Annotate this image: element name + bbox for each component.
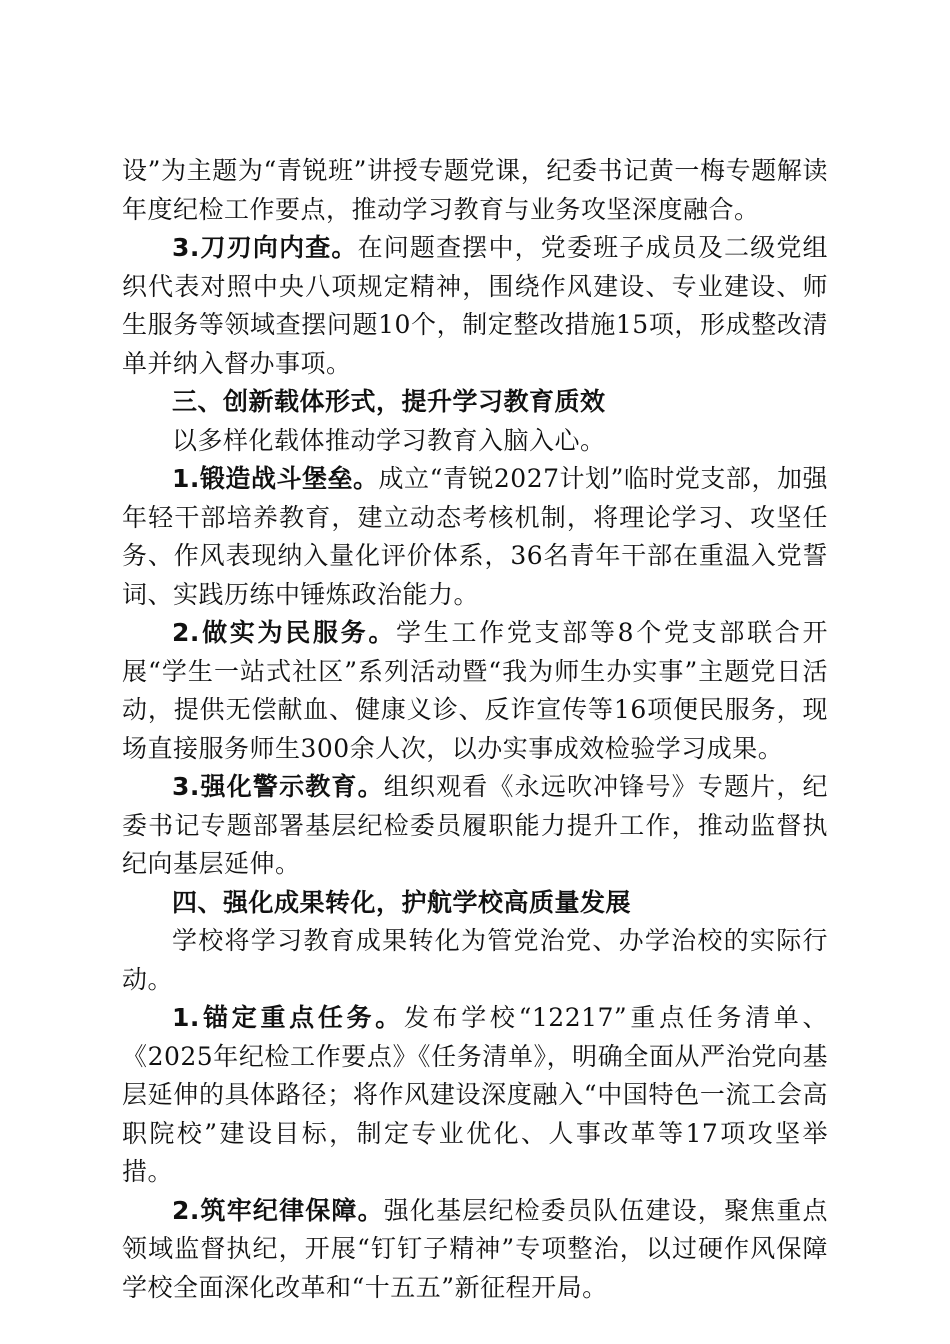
paragraph-text: 发布学校“12217”重点任务清单、《2025年纪检工作要点》《任务清单》，明确全面从严治党向基层延伸的具体路径；将作风建设深度融入“中国特色一流工会高职院校”建设目标，制定专业优化、人事改革等17项攻坚举措。 xyxy=(122,1003,828,1186)
paragraph-continuation xyxy=(122,152,828,229)
paragraph-text: 组织观看《永远吹冲锋号》专题片，纪委书记专题部署基层纪检委员履职能力提升工作，推动监督执纪向基层延伸。 xyxy=(122,772,828,878)
paragraph-item xyxy=(122,999,828,1192)
paragraph-item xyxy=(122,768,828,884)
paragraph-intro xyxy=(122,422,828,461)
paragraph-item xyxy=(122,1192,828,1308)
paragraph-text: 在问题查摆中，党委班子成员及二级党组织代表对照中央八项规定精神，围绕作风建设、专业建设、师生服务等领域查摆问题10个，制定整改措施15项，形成整改清单并纳入督办事项。 xyxy=(122,233,828,378)
paragraph-intro xyxy=(122,922,828,999)
paragraph-item xyxy=(122,460,828,614)
paragraph-text: 学校将学习教育成果转化为管党治党、办学治校的实际行动。 xyxy=(122,926,828,994)
paragraph-lead: 1.锚定重点任务。 xyxy=(172,1003,404,1032)
paragraph-lead: 2.筑牢纪律保障。 xyxy=(172,1195,384,1225)
paragraph-lead: 2.做实为民服务。 xyxy=(172,618,397,647)
paragraph-text: 设”为主题为“青锐班”讲授专题党课，纪委书记黄一梅专题解读年度纪检工作要点，推动学习教育与业务攻坚深度融合。 xyxy=(122,156,828,224)
paragraph-lead: 3.强化警示教育。 xyxy=(172,772,384,801)
paragraph-item xyxy=(122,614,828,768)
paragraph-item xyxy=(122,229,828,383)
paragraph-text: 成立“青锐2027计划”临时党支部，加强年轻干部培养教育，建立动态考核机制，将理论学习、攻坚任务、作风表现纳入量化评价体系，36名青年干部在重温入党誓词、实践历练中锤炼政治能力。 xyxy=(122,464,828,609)
section-heading: 三、创新载体形式，提升学习教育质效 xyxy=(172,387,606,416)
document-body xyxy=(122,152,828,1307)
paragraph-text: 以多样化载体推动学习教育入脑入心。 xyxy=(172,425,606,455)
paragraph-lead: 1.锻造战斗堡垒。 xyxy=(172,464,379,493)
paragraph-lead: 3.刀刃向内查。 xyxy=(172,233,358,262)
section-heading: 四、强化成果转化，护航学校高质量发展 xyxy=(172,887,632,917)
paragraph-text: 学生工作党支部等8个党支部联合开展“学生一站式社区”系列活动暨“我为师生办实事”主题党日活动，提供无偿献血、健康义诊、反诈宣传等16项便民服务，现场直接服务师生300余人次，以办实事成效检验学习成果。 xyxy=(122,618,828,763)
paragraph-text: 强化基层纪检委员队伍建设，聚焦重点领域监督执纪，开展“钉钉子精神”专项整治，以过硬作风保障学校全面深化改革和“十五五”新征程开局。 xyxy=(122,1195,828,1302)
